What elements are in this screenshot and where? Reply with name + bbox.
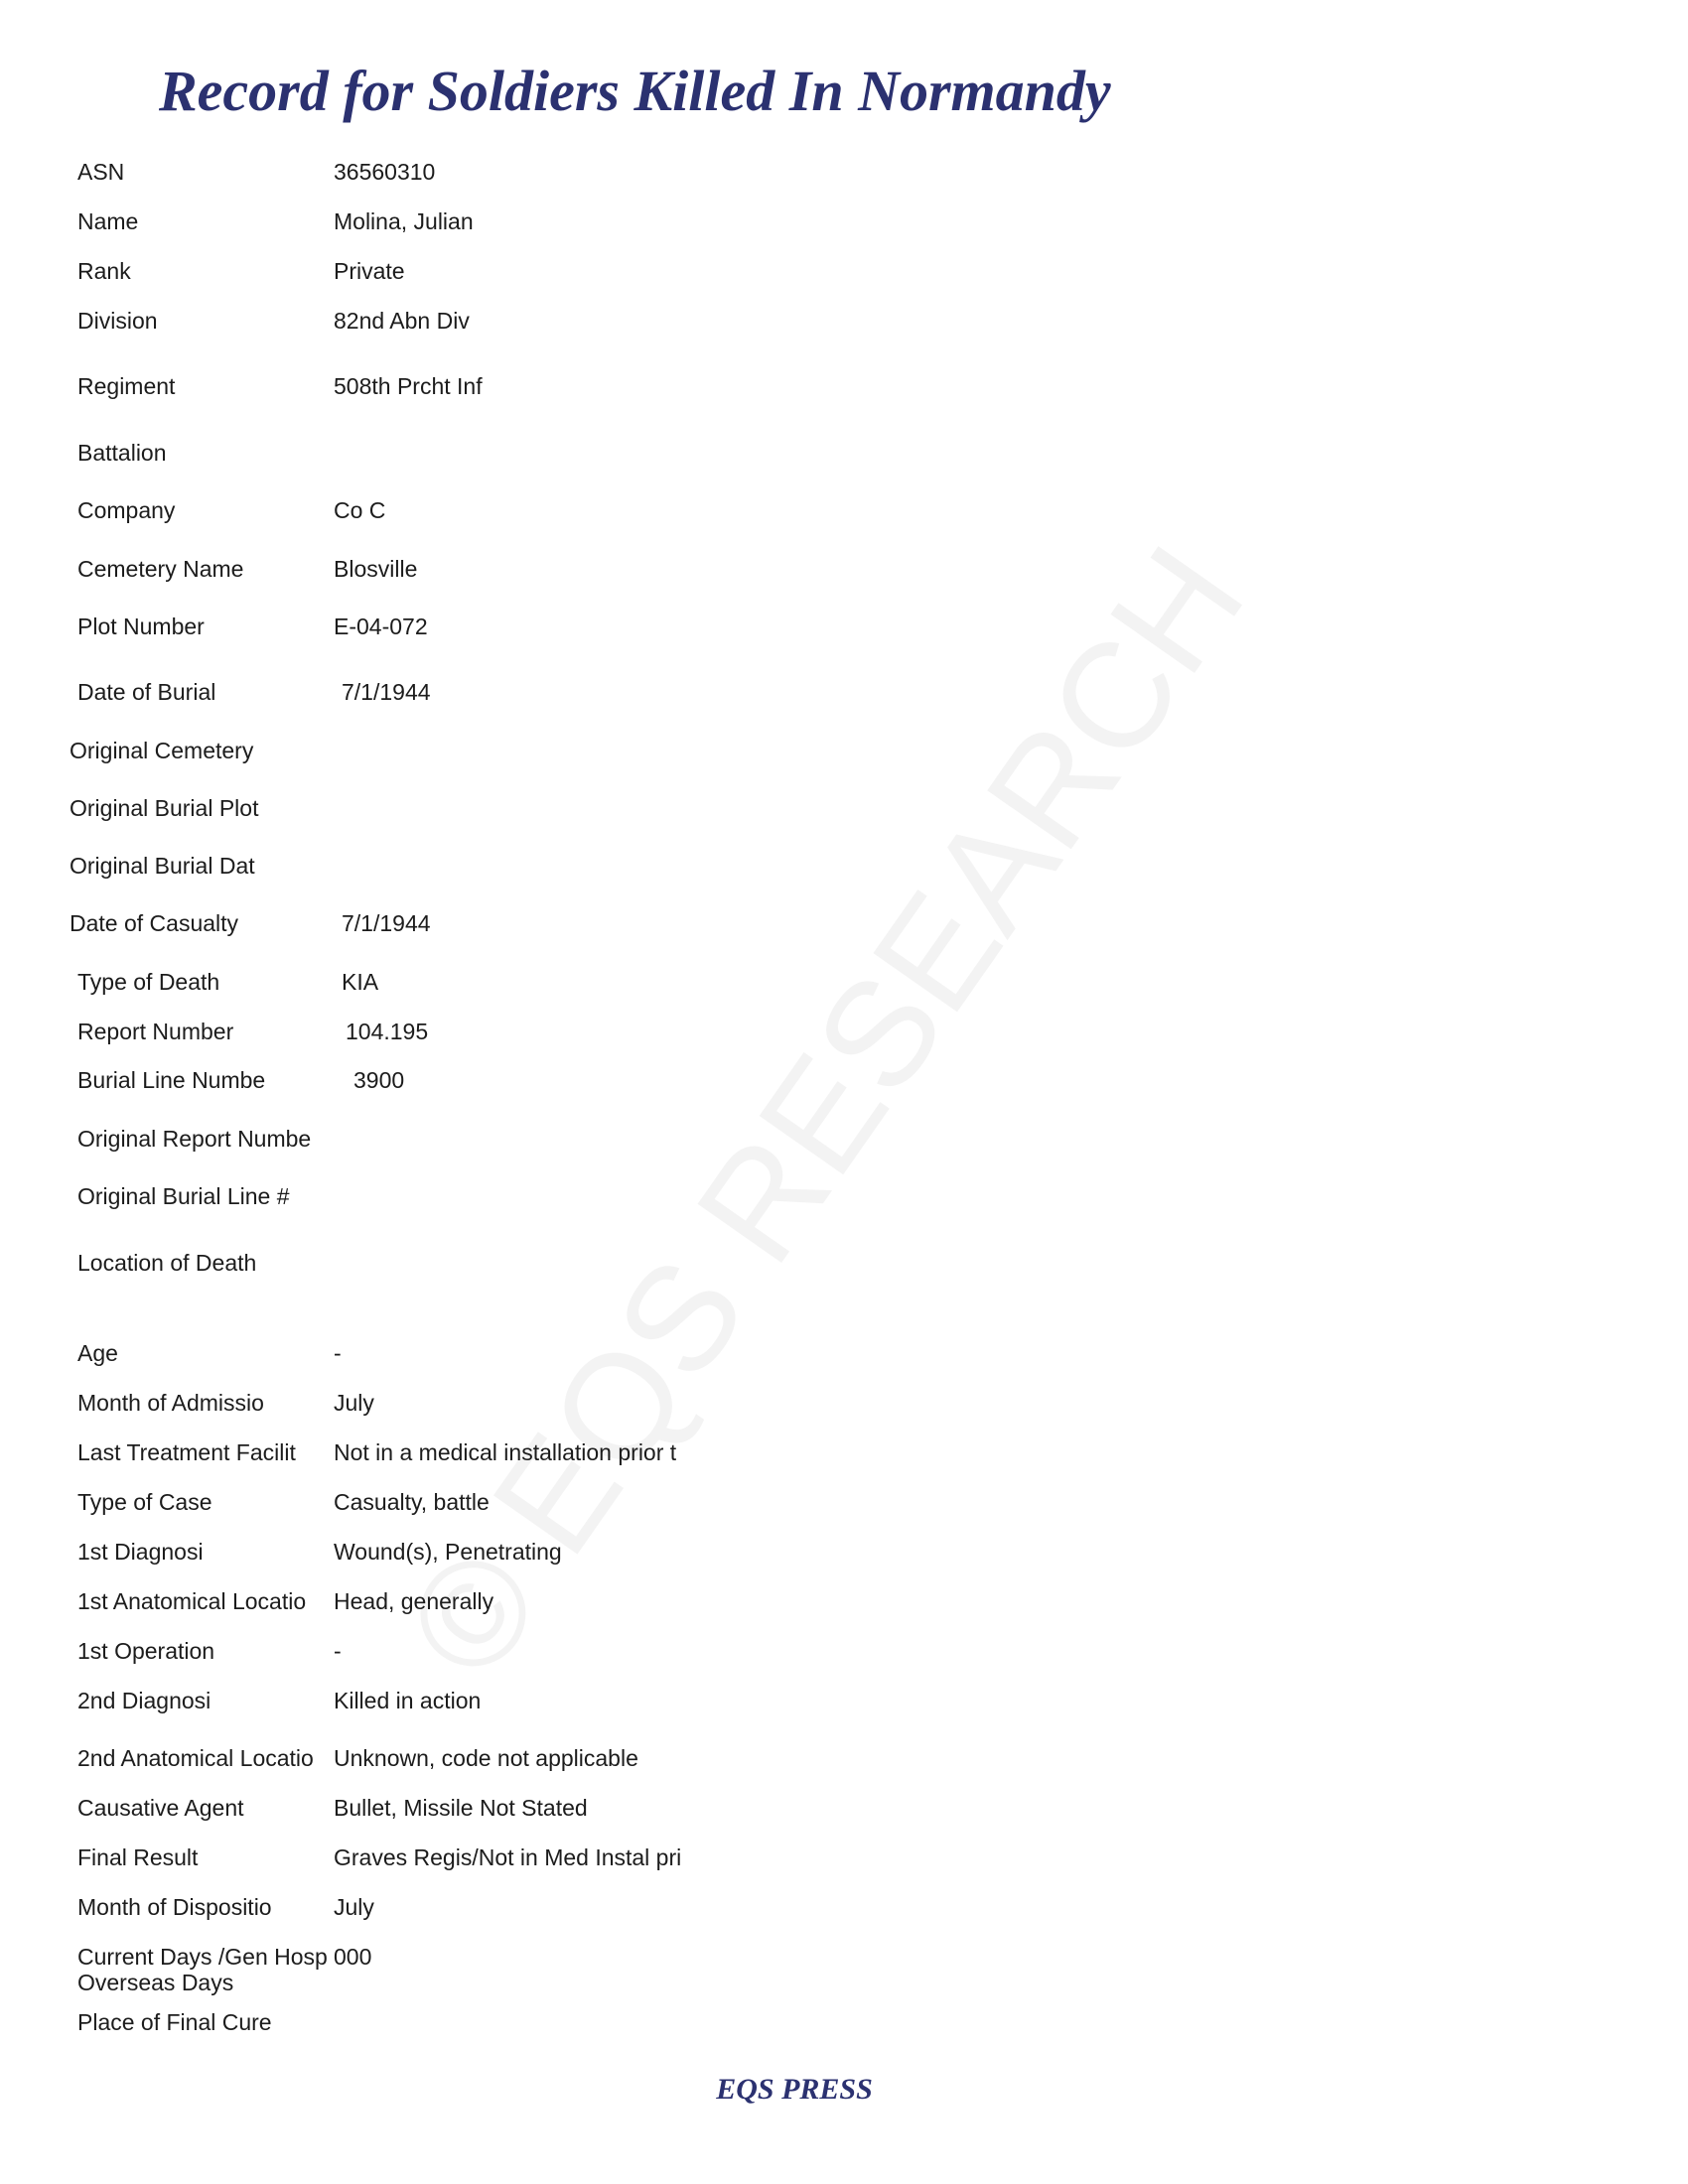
field-label: Battalion — [77, 440, 167, 466]
field-value: 104.195 — [346, 1019, 429, 1044]
field-label: ASN — [77, 159, 125, 185]
field-label: Location of Death — [77, 1250, 257, 1276]
field-label: Cemetery Name — [77, 556, 244, 582]
field-value: Bullet, Missile Not Stated — [334, 1795, 588, 1821]
field-label: Causative Agent — [77, 1795, 244, 1821]
field-label: Last Treatment Facilit — [77, 1439, 296, 1465]
page-title: Record for Soldiers Killed In Normandy — [159, 59, 1111, 123]
field-value: Private — [334, 258, 405, 284]
field-value: 000 — [334, 1944, 372, 1970]
field-label: Company — [77, 497, 176, 523]
field-value: KIA — [342, 969, 379, 995]
field-value: - — [334, 1340, 342, 1366]
field-label: Month of Dispositio — [77, 1894, 272, 1920]
field-label: Original Burial Dat — [70, 853, 255, 879]
field-value: Blosville — [334, 556, 418, 582]
field-value: 7/1/1944 — [342, 910, 431, 936]
field-value: 82nd Abn Div — [334, 308, 470, 334]
field-label: Report Number — [77, 1019, 234, 1044]
field-label: Month of Admissio — [77, 1390, 264, 1416]
field-label: Type of Death — [77, 969, 220, 995]
field-label: Original Report Numbe — [77, 1126, 312, 1152]
field-value: Co C — [334, 497, 386, 523]
field-value: E-04-072 — [334, 614, 428, 639]
field-label: Date of Casualty — [70, 910, 239, 936]
field-value: Killed in action — [334, 1688, 482, 1713]
field-value: July — [334, 1894, 374, 1920]
field-label: 1st Operation — [77, 1638, 215, 1664]
footer-publisher: EQS PRESS — [716, 2073, 873, 2106]
field-label: 1st Anatomical Locatio — [77, 1588, 307, 1614]
field-label: Original Burial Plot — [70, 795, 259, 821]
field-value: Wound(s), Penetrating — [334, 1539, 562, 1565]
field-value: Graves Regis/Not in Med Instal pri — [334, 1844, 682, 1870]
field-label: Final Result — [77, 1844, 199, 1870]
field-label: Rank — [77, 258, 131, 284]
field-value: Molina, Julian — [334, 208, 474, 234]
field-label: Date of Burial — [77, 679, 216, 705]
field-value: 36560310 — [334, 159, 436, 185]
field-label: Burial Line Numbe — [77, 1067, 266, 1093]
field-label: 1st Diagnosi — [77, 1539, 204, 1565]
field-value: July — [334, 1390, 374, 1416]
field-value: Not in a medical installation prior t — [334, 1439, 677, 1465]
field-label: 2nd Diagnosi — [77, 1688, 211, 1713]
field-label: Name — [77, 208, 139, 234]
field-label: Regiment — [77, 373, 176, 399]
field-label: Division — [77, 308, 158, 334]
field-label: Plot Number — [77, 614, 205, 639]
field-label: Type of Case — [77, 1489, 212, 1515]
field-label: Original Cemetery — [70, 738, 254, 763]
field-value: Unknown, code not applicable — [334, 1745, 638, 1771]
field-label: Age — [77, 1340, 118, 1366]
field-value: 508th Prcht Inf — [334, 373, 483, 399]
field-value: 3900 — [353, 1067, 405, 1093]
field-label: 2nd Anatomical Locatio — [77, 1745, 314, 1771]
field-label: Place of Final Cure — [77, 2009, 272, 2035]
field-label: Current Days /Gen Hosp Overseas Days — [77, 1944, 328, 1995]
field-label: Original Burial Line # — [77, 1183, 290, 1209]
field-value: 7/1/1944 — [342, 679, 431, 705]
field-value: - — [334, 1638, 342, 1664]
field-value: Head, generally — [334, 1588, 494, 1614]
field-value: Casualty, battle — [334, 1489, 490, 1515]
